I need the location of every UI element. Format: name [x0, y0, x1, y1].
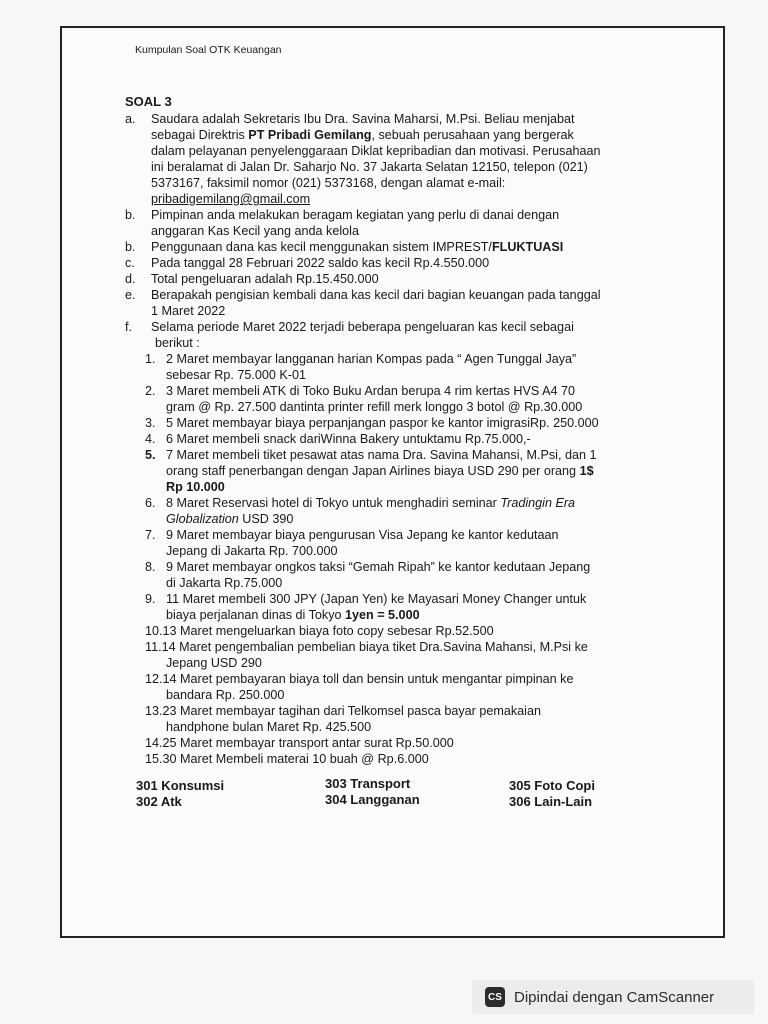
list-item: 11 Maret membeli 300 JPY (Japan Yen) ke Mayasari Money Changer untuk [166, 592, 587, 606]
account-code: 306 Lain-Lain [509, 794, 593, 809]
account-code: 302 Atk [136, 794, 182, 809]
item-b2-line: Penggunaan dana kas kecil menggunakan sistem IMPREST/FLUKTUASI [151, 240, 564, 254]
list-item: 5 Maret membayar biaya perpanjangan paspor ke kantor imigrasiRp. 250.000 [166, 416, 599, 430]
list-item: 11.14 Maret pengembalian pembelian biaya tiket Dra.Savina Mahansi, M.Psi ke [145, 640, 588, 654]
list-item: Jepang di Jakarta Rp. 700.000 [166, 544, 338, 558]
item-b1-line: anggaran Kas Kecil yang anda kelola [151, 224, 359, 238]
camscanner-logo-icon: CS [485, 987, 505, 1007]
list-item: handphone bulan Maret Rp. 425.500 [166, 720, 372, 734]
item-f-line: berikut : [155, 336, 200, 350]
list-number: 4. [145, 432, 156, 446]
item-label: b. [125, 208, 136, 222]
item-label: b. [125, 240, 136, 254]
list-item: sebesar Rp. 75.000 K-01 [166, 368, 307, 382]
account-code: 305 Foto Copi [509, 778, 595, 793]
list-item: orang staff penerbangan dengan Japan Airlines biaya USD 290 per orang 1$ [166, 464, 594, 478]
list-item: 8 Maret Reservasi hotel di Tokyo untuk menghadiri seminar Tradingin Era [166, 496, 576, 510]
item-label: d. [125, 272, 136, 286]
company-name: PT Pribadi Gemilang [248, 128, 372, 142]
item-d-line: Total pengeluaran adalah Rp.15.450.000 [151, 272, 379, 286]
item-f-line: Selama periode Maret 2022 terjadi beberapa pengeluaran kas kecil sebagai [151, 320, 574, 334]
list-item: 9 Maret membayar biaya pengurusan Visa Jepang ke kantor kedutaan [166, 528, 559, 542]
item-label: e. [125, 288, 136, 302]
list-item: gram @ Rp. 27.500 dantinta printer refill merk longgo 3 botol @ Rp.30.000 [166, 400, 583, 414]
list-item: 9 Maret membayar ongkos taksi “Gemah Ripah” ke kantor kedutaan Jepang [166, 560, 591, 574]
scanner-watermark [472, 980, 754, 1014]
list-item: Jepang USD 290 [166, 656, 262, 670]
list-item: 14.25 Maret membayar transport antar surat Rp.50.000 [145, 736, 454, 750]
item-a-line: dalam pelayanan penyelenggaraan Diklat kepribadian dan motivasi. Perusahaan [151, 144, 601, 158]
list-item: 12.14 Maret pembayaran biaya toll dan bensin untuk mengantar pimpinan ke [145, 672, 574, 686]
account-code: 301 Konsumsi [136, 778, 225, 793]
list-item: 15.30 Maret Membeli materai 10 buah @ Rp.6.000 [145, 752, 429, 766]
item-a-line: sebagai Direktris PT Pribadi Gemilang, sebuah perusahaan yang bergerak [151, 128, 574, 142]
item-label: a. [125, 112, 136, 126]
item-a-line: Saudara adalah Sekretaris Ibu Dra. Savina Maharsi, M.Psi. Beliau menjabat [151, 112, 575, 126]
account-code: 304 Langganan [325, 792, 420, 807]
list-item: 7 Maret membeli tiket pesawat atas nama Dra. Savina Mahansi, M.Psi, dan 1 [166, 448, 597, 462]
list-item: 13.23 Maret membayar tagihan dari Telkomsel pasca bayar pemakaian [145, 704, 541, 718]
list-item: biaya perjalanan dinas di Tokyo 1yen = 5.000 [166, 608, 420, 622]
document-page [60, 26, 725, 938]
item-e-line: 1 Maret 2022 [151, 304, 226, 318]
list-number: 3. [145, 416, 156, 430]
list-item: 3 Maret membeli ATK di Toko Buku Ardan berupa 4 rim kertas HVS A4 70 [166, 384, 576, 398]
list-item: 6 Maret membeli snack dariWinna Bakery untuktamu Rp.75.000,- [166, 432, 531, 446]
item-label: c. [125, 256, 135, 270]
list-item: Globalization USD 390 [166, 512, 294, 526]
email-address: pribadigemilang@gmail.com [151, 192, 311, 206]
section-title: SOAL 3 [125, 94, 172, 109]
item-label: f. [125, 320, 132, 334]
list-number: 9. [145, 592, 156, 606]
account-code: 303 Transport [325, 776, 411, 791]
item-e-line: Berapakah pengisian kembali dana kas kecil dari bagian keuangan pada tanggal [151, 288, 601, 302]
watermark-text: Dipindai dengan CamScanner [514, 988, 715, 1006]
list-number: 5. [145, 448, 156, 462]
item-a-line: 5373167, faksimil nomor (021) 5373168, dengan alamat e-mail: [151, 176, 506, 190]
list-number: 1. [145, 352, 156, 366]
item-a-line: ini beralamat di Jalan Dr. Saharjo No. 37 Jakarta Selatan 12150, telepon (021) [151, 160, 588, 174]
item-b1-line: Pimpinan anda melakukan beragam kegiatan yang perlu di danai dengan [151, 208, 560, 222]
list-number: 8. [145, 560, 156, 574]
list-item: 2 Maret membayar langganan harian Kompas pada “ Agen Tunggal Jaya” [166, 352, 577, 366]
item-c-line: Pada tanggal 28 Februari 2022 saldo kas kecil Rp.4.550.000 [151, 256, 490, 270]
list-item: di Jakarta Rp.75.000 [166, 576, 283, 590]
list-item: 10.13 Maret mengeluarkan biaya foto copy sebesar Rp.52.500 [145, 624, 494, 638]
list-number: 7. [145, 528, 156, 542]
list-number: 2. [145, 384, 156, 398]
list-item: bandara Rp. 250.000 [166, 688, 285, 702]
list-item: Rp 10.000 [166, 480, 225, 494]
list-number: 6. [145, 496, 156, 510]
page-header: Kumpulan Soal OTK Keuangan [135, 44, 282, 56]
